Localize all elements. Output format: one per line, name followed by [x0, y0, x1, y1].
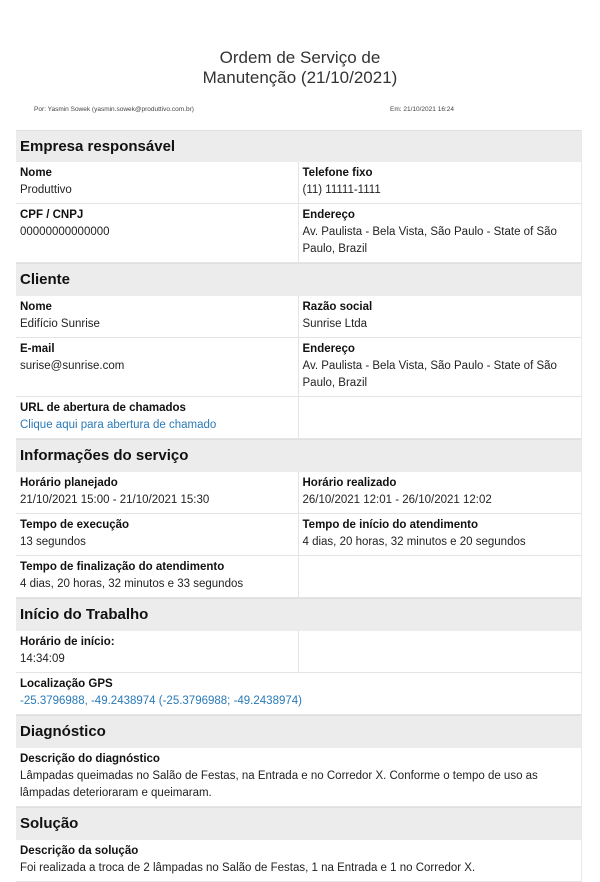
empresa-row-1: [16, 162, 581, 204]
field-label: Endereço: [302, 343, 355, 355]
cliente-razao: Sunrise Ltda: [302, 318, 368, 330]
diagnostico-row: [16, 748, 581, 807]
solucao-row: [16, 840, 581, 882]
servico-inicio-atend-cell: [299, 514, 582, 555]
empty-cell: [299, 631, 582, 672]
servico-row-2: [16, 514, 581, 556]
empresa-telefone-cell: [299, 162, 582, 203]
empresa-row-2: [16, 204, 581, 263]
title-line-1: Ordem de Serviço de: [219, 48, 381, 67]
abertura-chamado-link[interactable]: Clique aqui para abertura de chamado: [20, 419, 217, 431]
report-body: [16, 130, 582, 882]
field-label: CPF / CNPJ: [20, 209, 84, 221]
field-label: Endereço: [302, 209, 355, 221]
section-cliente-title: Cliente: [16, 263, 581, 296]
field-label: Horário planejado: [20, 477, 118, 489]
field-label: Horário realizado: [302, 477, 397, 489]
issued-meta: Em: 21/10/2021 16:24: [390, 106, 454, 113]
author-meta: Por: Yasmin Sowek (yasmin.sowek@produttivo.com.br): [34, 106, 194, 113]
field-label: Nome: [20, 167, 52, 179]
solucao-cell: [16, 840, 581, 881]
section-diagnostico-title: Diagnóstico: [16, 715, 581, 748]
tempo-inicio-atendimento: 4 dias, 20 horas, 32 minutos e 20 segundos: [302, 536, 526, 548]
cliente-row-1: [16, 296, 581, 338]
cliente-row-3: [16, 397, 581, 439]
empresa-nome: Produttivo: [20, 184, 72, 196]
servico-planejado-cell: [16, 472, 299, 513]
document-title: [0, 48, 600, 88]
inicio-gps-cell: [16, 673, 581, 714]
gps-link[interactable]: -25.3796988, -49.2438974 (-25.3796988; -49.2438974): [20, 695, 302, 707]
field-label: Descrição do diagnóstico: [20, 753, 160, 765]
empresa-cpf: 00000000000000: [20, 226, 110, 238]
section-servico-title: Informações do serviço: [16, 439, 581, 472]
servico-row-3: [16, 556, 581, 598]
cliente-endereco: Av. Paulista - Bela Vista, São Paulo - State of São Paulo, Brazil: [302, 360, 557, 389]
section-inicio-title: Início do Trabalho: [16, 598, 581, 631]
horario-inicio: 14:34:09: [20, 653, 65, 665]
cliente-row-2: [16, 338, 581, 397]
diagnostico-cell: [16, 748, 581, 806]
field-label: Nome: [20, 301, 52, 313]
section-empresa-title: Empresa responsável: [16, 130, 581, 162]
cliente-email: surise@sunrise.com: [20, 360, 125, 372]
servico-row-1: [16, 472, 581, 514]
cliente-email-cell: [16, 338, 299, 396]
tempo-finalizacao: 4 dias, 20 horas, 32 minutos e 33 segundos: [20, 578, 244, 590]
field-label: Horário de início:: [20, 636, 115, 648]
field-label: Tempo de finalização do atendimento: [20, 561, 225, 573]
inicio-row-1: [16, 631, 581, 673]
cliente-nome: Edifício Sunrise: [20, 318, 100, 330]
cliente-nome-cell: [16, 296, 299, 337]
field-label: Tempo de execução: [20, 519, 130, 531]
horario-realizado: 26/10/2021 12:01 - 26/10/2021 12:02: [302, 494, 492, 506]
field-label: Localização GPS: [20, 678, 113, 690]
title-line-2: Manutenção (21/10/2021): [202, 68, 398, 87]
field-label: Telefone fixo: [302, 167, 373, 179]
field-label: Descrição da solução: [20, 845, 139, 857]
servico-realizado-cell: [299, 472, 582, 513]
empresa-telefone: (11) 11111-1111: [302, 184, 381, 196]
servico-final-cell: [16, 556, 299, 597]
inicio-row-2: [16, 673, 581, 715]
empresa-cpf-cell: [16, 204, 299, 262]
empresa-endereco: Av. Paulista - Bela Vista, São Paulo - State of São Paulo, Brazil: [302, 226, 557, 255]
cliente-url-cell: [16, 397, 299, 438]
descricao-diagnostico: Lâmpadas queimadas no Salão de Festas, na Entrada e no Corredor X. Conforme o tempo de uso as lâmpadas deterioraram e queimaram.: [20, 770, 538, 799]
empty-cell: [299, 397, 582, 438]
inicio-horario-cell: [16, 631, 299, 672]
empresa-endereco-cell: [299, 204, 582, 262]
field-label: Razão social: [302, 301, 373, 313]
descricao-solucao: Foi realizada a troca de 2 lâmpadas no Salão de Festas, 1 na Entrada e 1 no Corredor X.: [20, 862, 476, 874]
cliente-endereco-cell: [299, 338, 582, 396]
cliente-razao-cell: [299, 296, 582, 337]
tempo-execucao: 13 segundos: [20, 536, 86, 548]
empresa-nome-cell: [16, 162, 299, 203]
empty-cell: [299, 556, 582, 597]
servico-execucao-cell: [16, 514, 299, 555]
field-label: E-mail: [20, 343, 55, 355]
section-solucao-title: Solução: [16, 807, 581, 840]
horario-planejado: 21/10/2021 15:00 - 21/10/2021 15:30: [20, 494, 210, 506]
field-label: URL de abertura de chamados: [20, 402, 186, 414]
field-label: Tempo de início do atendimento: [302, 519, 478, 531]
